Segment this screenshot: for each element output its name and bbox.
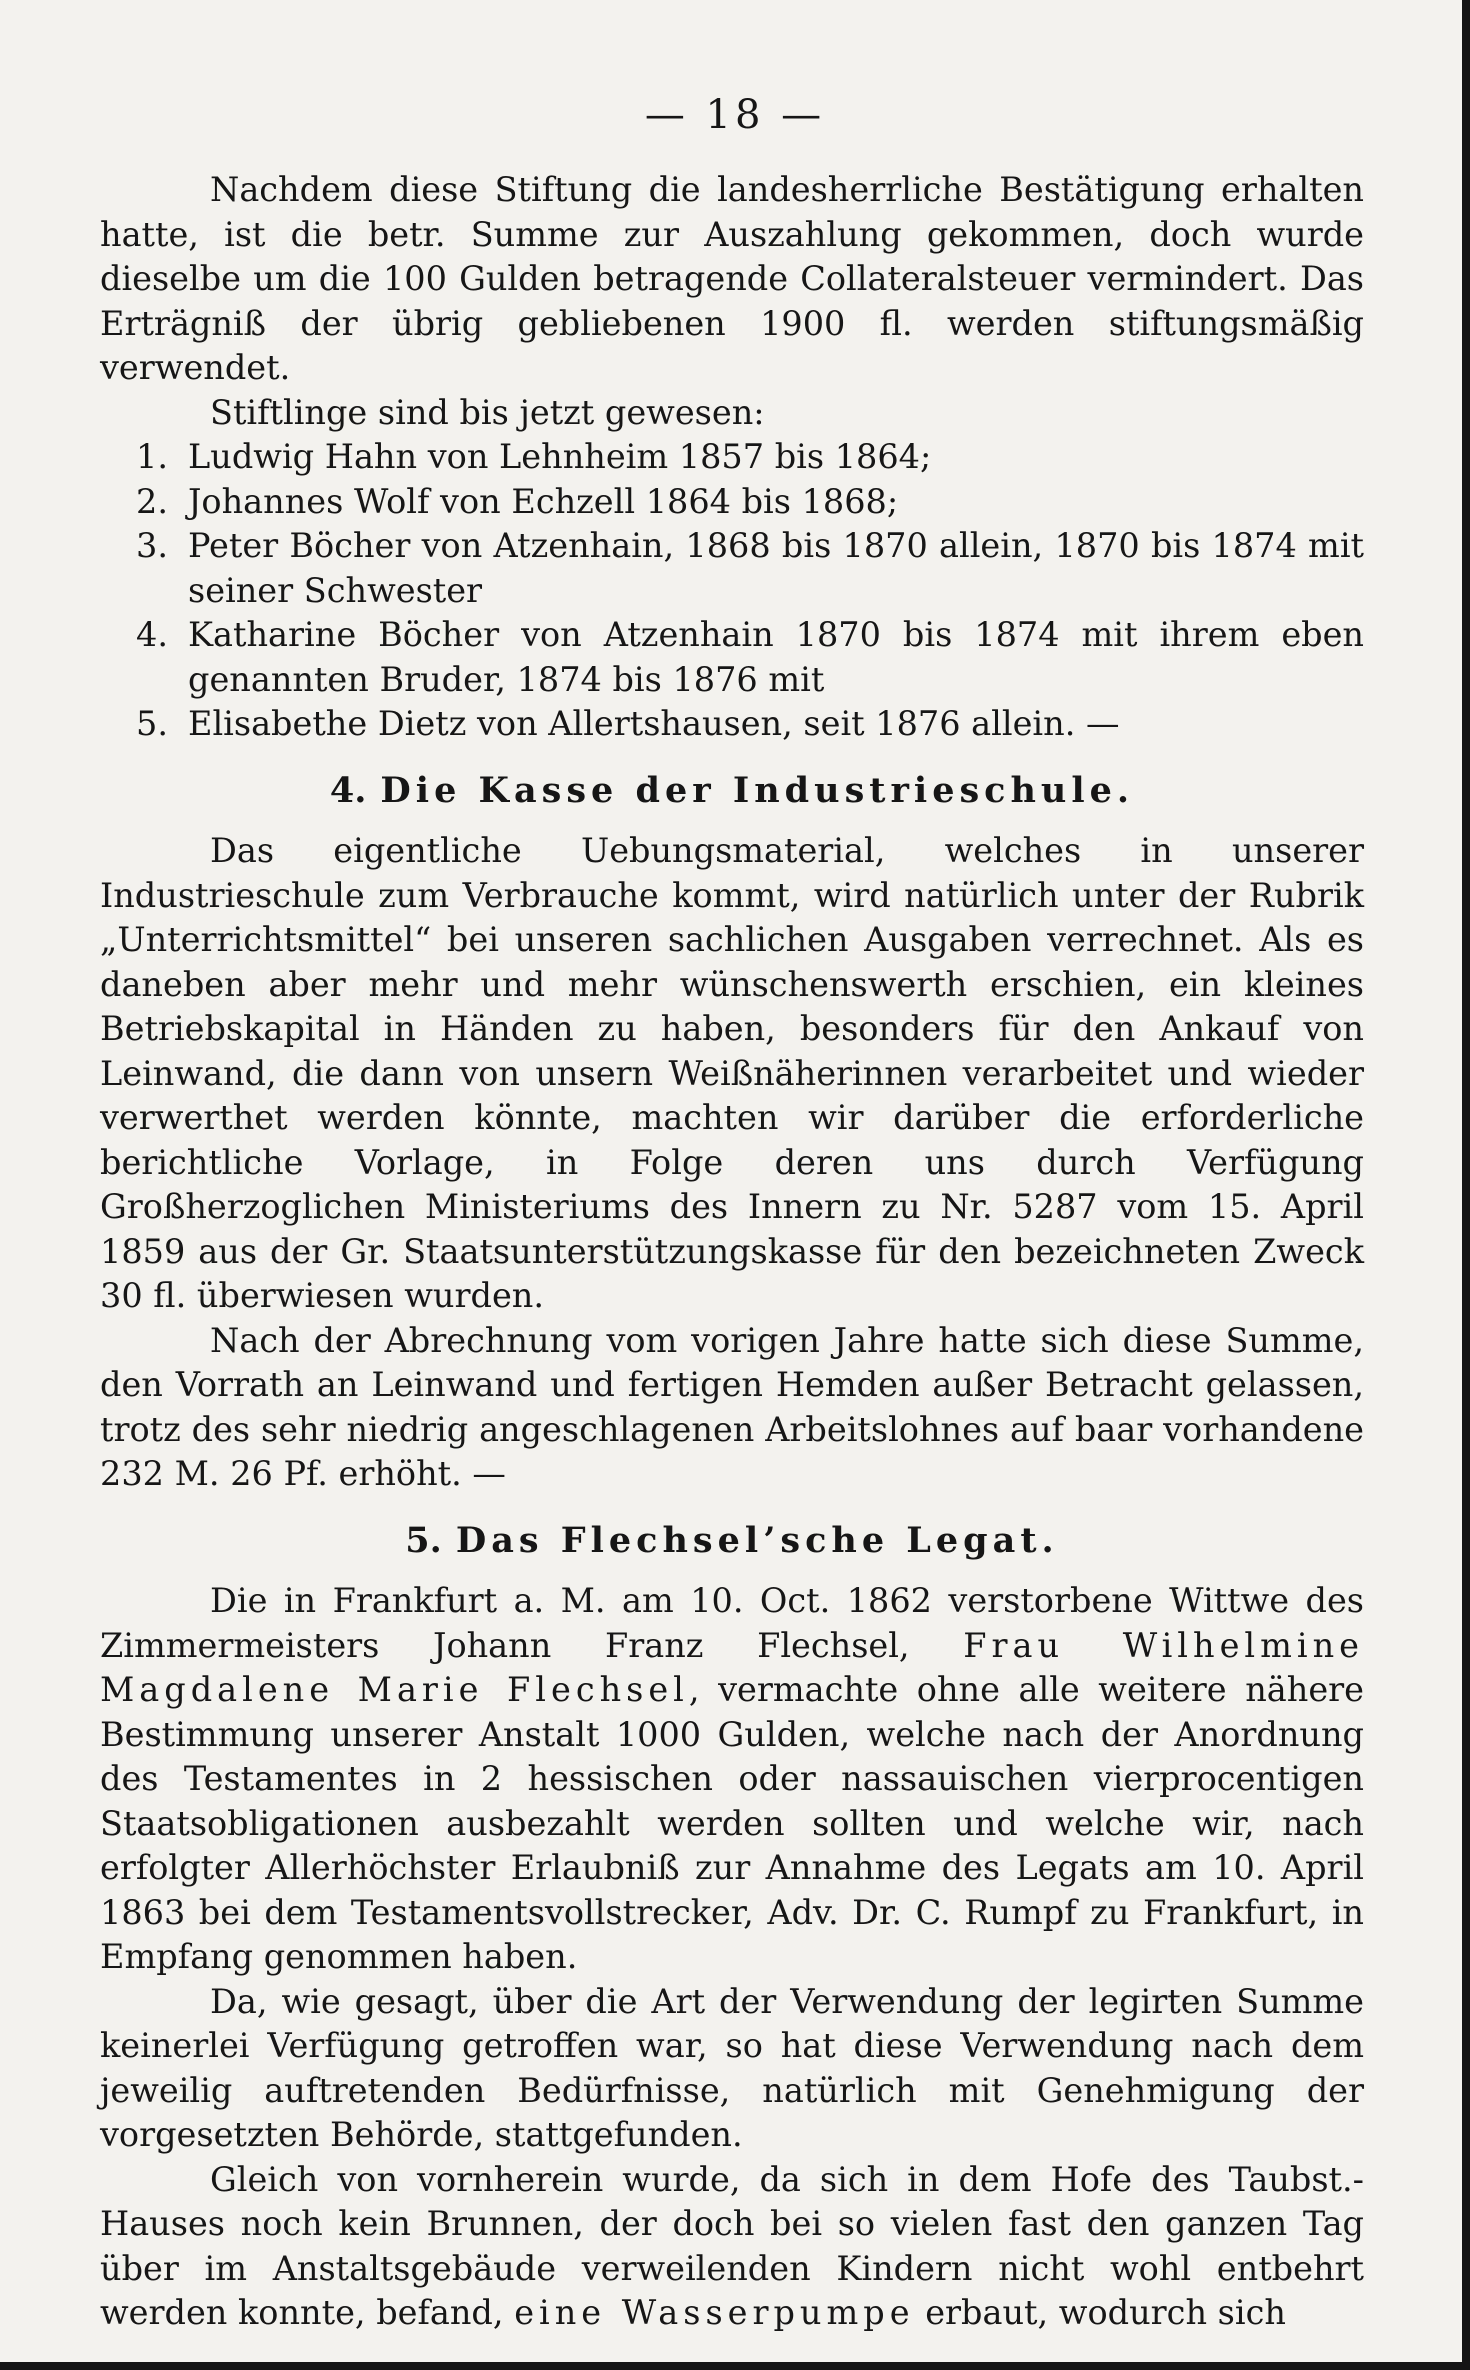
section-5-paragraph-3: [100, 2158, 1364, 2336]
section-5-number: 5.: [405, 1519, 442, 1561]
emphasis-text: eine Wasserpumpe: [514, 2293, 915, 2332]
list-item: [100, 524, 1364, 613]
list-item-text: Katharine Böcher von Atzenhain 1870 bis 1874 mit ihrem eben genannten Bruder, 1874 bis 1876 mit: [188, 615, 1364, 699]
page-body: [100, 168, 1364, 2336]
list-item-number: 1.: [136, 437, 168, 476]
paragraph-text: Die in Frankfurt a. M. am 10. Oct. 1862 verstorbene Wittwe des Zimmermeisters Johann Franz Flechsel,: [100, 1581, 1364, 1665]
list-item-text: Elisabethe Dietz von Allertshausen, seit 1876 allein. —: [188, 704, 1120, 743]
list-item-text: Peter Böcher von Atzenhain, 1868 bis 1870 allein, 1870 bis 1874 mit seiner Schwester: [188, 526, 1364, 610]
section-4-heading: [100, 769, 1364, 814]
section-4-paragraph-1: Das eigentliche Uebungsmaterial, welches in unserer Industrieschule zum Verbrauche kommt, wird natürlich unter der Rubrik „Unterrichtsmittel“ bei unseren sachlichen Ausgaben verrechnet. Als es daneben aber mehr und mehr wünschenswerth erschien, ein kleines Betriebskapital in Händen zu haben, besonders für den Ankauf von Leinwand, die dann von unsern Weißnäherinnen verarbeitet und wieder verwerthet werden könnte, machten wir darüber die erforderliche berichtliche Vorlage, in Folge deren uns durch Verfügung Großherzoglichen Ministeriums des Innern zu Nr. 5287 vom 15. April 1859 aus der Gr. Staatsunterstützungskasse für den bezeichneten Zweck 30 fl. überwiesen wurden.: [100, 831, 1364, 1315]
page-number: — 18 —: [644, 92, 826, 138]
list-item-text: Ludwig Hahn von Lehnheim 1857 bis 1864;: [188, 437, 932, 476]
testator-name: Frau Wilhelmine Magdalene Marie Flechsel: [100, 1625, 1364, 1709]
list-item-text: Johannes Wolf von Echzell 1864 bis 1868;: [188, 481, 899, 521]
section-5-title: Das Flechsel’sche Legat.: [455, 1519, 1059, 1561]
list-item: [100, 613, 1364, 702]
list-item: [100, 702, 1364, 747]
list-item: [100, 480, 1364, 525]
list-item: [100, 435, 1364, 480]
section-4-paragraph-2: Nach der Abrechnung vom vorigen Jahre hatte sich diese Summe, den Vorrath an Leinwand und fertigen Hemden außer Betracht gelassen, trotz des sehr niedrig angeschlagenen Arbeitslohnes auf baar vorhandene 232 M. 26 Pf. erhöht. —: [100, 1320, 1364, 1493]
section-5-heading: [100, 1519, 1364, 1564]
list-item-number: 3.: [136, 526, 168, 565]
paragraph-text: , vermachte ohne alle weitere nähere Bestimmung unserer Anstalt 1000 Gulden, welche nach der Anordnung des Testamentes in 2 hessischen oder nassauischen vierprocentigen Staatsobligationen ausbezahlt werden sollten und welche wir, nach erfolgter Allerhöchster Erlaubniß zur Annahme des Legats am 10. April 1863 bei dem Testamentsvollstrecker, Adv. Dr. C. Rumpf zu Frankfurt, in Empfang genommen haben.: [100, 1670, 1364, 1976]
list-item-number: 5.: [136, 704, 168, 743]
section-4-title: Die Kasse der Industrieschule.: [380, 769, 1135, 811]
paragraph-text: Gleich von vornherein wurde, da sich in dem Hofe des Taubst.-Hauses noch kein Brunnen, der doch bei so vielen fast den ganzen Tag über im Anstaltsgebäude verweilenden Kindern nicht wohl entbehrt werden konnte, befand,: [100, 2159, 1364, 2332]
list-item-number: 4.: [136, 615, 168, 654]
stiftlinge-intro: Stiftlinge sind bis jetzt gewesen:: [210, 392, 765, 432]
section-5-paragraph-1: [100, 1579, 1364, 1980]
intro-paragraph: Nachdem diese Stiftung die landesherrliche Bestätigung erhalten hatte, ist die betr. Summe zur Auszahlung gekommen, doch wurde dieselbe um die 100 Gulden betragende Collateralsteuer vermindert. Das Erträgniß der übrig gebliebenen 1900 fl. werden stiftungsmäßig verwendet.: [100, 170, 1364, 387]
section-5-paragraph-2: Da, wie gesagt, über die Art der Verwendung der legirten Summe keinerlei Verfügung getroffen war, so hat diese Verwendung nach dem jeweilig auftretenden Bedürfnisse, natürlich mit Genehmigung der vorgesetzten Behörde, stattgefunden.: [100, 1981, 1364, 2154]
stiftlinge-list: [100, 435, 1364, 747]
paragraph-text: erbaut, wodurch sich: [925, 2293, 1286, 2332]
section-4-number: 4.: [329, 769, 367, 811]
list-item-number: 2.: [136, 481, 168, 521]
